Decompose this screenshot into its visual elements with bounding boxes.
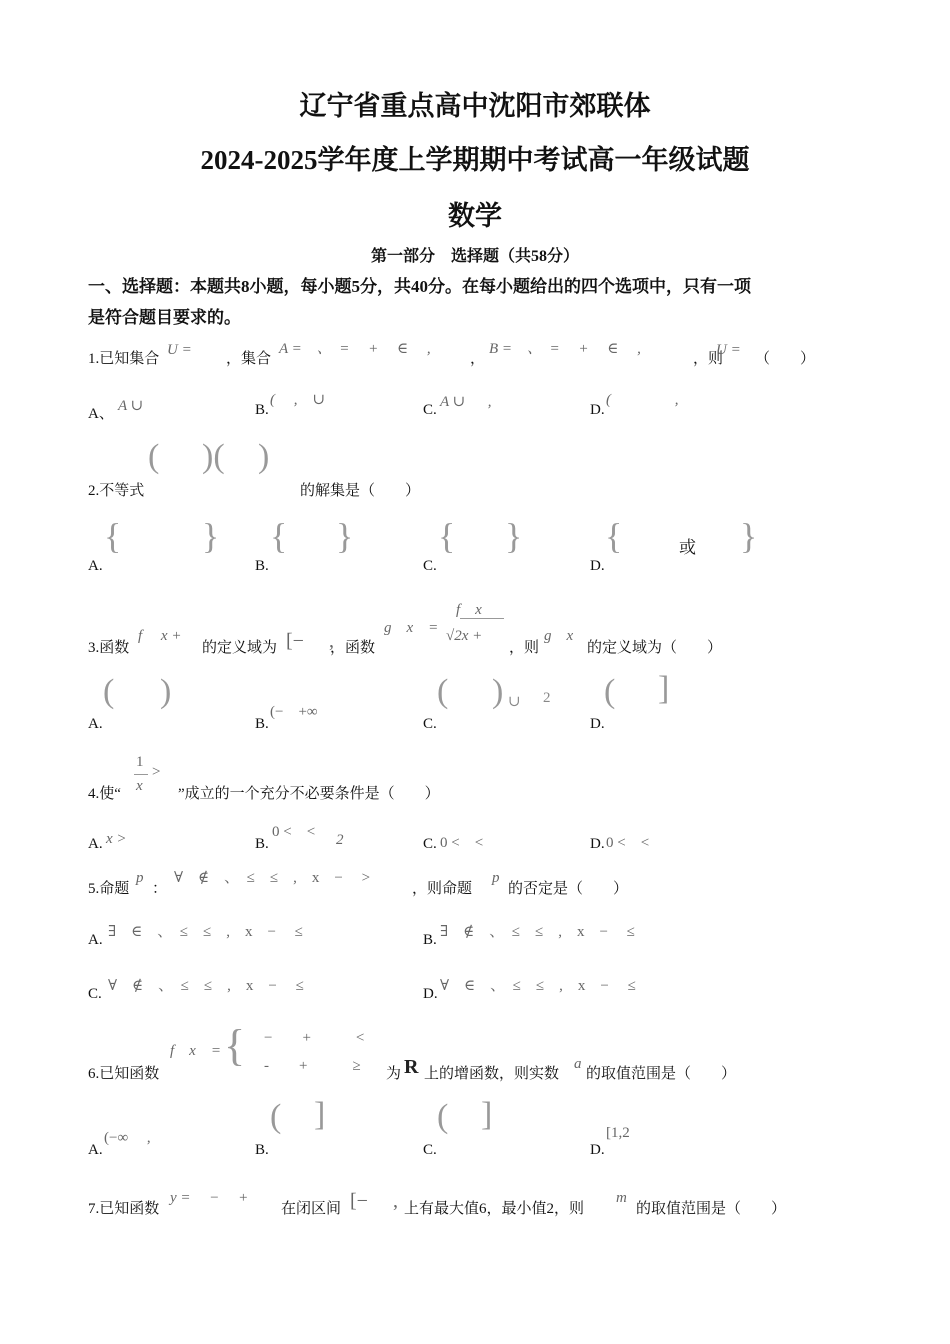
q2-option-a[interactable]: A. <box>88 558 103 574</box>
q5-option-c[interactable]: C. <box>88 986 102 1002</box>
q4-prefix: 4.使“ <box>88 786 121 802</box>
q1-option-d[interactable]: D. <box>590 402 605 418</box>
q3-mid2: ，函数 <box>330 640 376 656</box>
q5-option-b[interactable]: B. <box>423 932 437 948</box>
q1-end: ，则 <box>693 351 724 367</box>
q3-option-a[interactable]: A. <box>88 716 103 732</box>
exam-title-line1: 辽宁省重点高中沈阳市郊联体 <box>299 91 651 121</box>
q4-option-c[interactable]: C. <box>423 836 437 852</box>
q7-end: 上有最大值6，最小值2，则 <box>404 1201 585 1217</box>
q2-prefix: 2.不等式 <box>88 483 145 499</box>
q6-end2: 的取值范围是（ ） <box>586 1066 737 1082</box>
q2-option-d[interactable]: D. <box>590 558 605 574</box>
q1-comma: ， <box>470 351 486 367</box>
q4-option-d[interactable]: D. <box>590 836 605 852</box>
section-instruction-line2: 是符合题目要求的。 <box>88 308 241 327</box>
q7-prefix: 7.已知函数 <box>88 1201 160 1217</box>
exam-title-line2: 2024-2025学年度上学期期中考试高一年级试题 <box>200 145 750 175</box>
q2-option-c[interactable]: C. <box>423 558 437 574</box>
q6-R: R <box>404 1056 419 1078</box>
q2-d-or: 或 <box>679 538 696 557</box>
q3-prefix: 3.函数 <box>88 640 130 656</box>
q3-c-two: 2 <box>543 690 551 706</box>
q5-option-d[interactable]: D. <box>423 986 438 1002</box>
q5-option-a[interactable]: A. <box>88 932 103 948</box>
q2-option-b[interactable]: B. <box>255 558 269 574</box>
q4-option-b[interactable]: B. <box>255 836 269 852</box>
q1-prefix: 1.已知集合 <box>88 351 160 367</box>
q2-end: 的解集是（ ） <box>300 483 421 499</box>
q4-b-two: 2 <box>336 832 344 848</box>
q6-end: 上的增函数，则实数 <box>424 1066 560 1082</box>
q1-mid: ，集合 <box>226 351 272 367</box>
q1-option-c[interactable]: C. <box>423 402 437 418</box>
q4-end: ”成立的一个充分不必要条件是（ ） <box>178 786 440 802</box>
q7-end2: 的取值范围是（ ） <box>636 1201 787 1217</box>
q6-d-interval: [1,2 <box>606 1125 630 1141</box>
part-heading: 第一部分 选择题（共58分） <box>370 248 579 265</box>
q6-option-c[interactable]: C. <box>423 1142 437 1158</box>
q6-mid: 为 <box>386 1066 402 1082</box>
q7-mid: 在闭区间 <box>281 1201 342 1217</box>
q5-colon: ： <box>152 881 168 897</box>
q5-end: 的否定是（ ） <box>508 881 629 897</box>
q1-option-b[interactable]: B. <box>255 402 269 418</box>
q4-option-a[interactable]: A. <box>88 836 103 852</box>
q3-option-c[interactable]: C. <box>423 716 437 732</box>
q3-end: 的定义域为（ ） <box>587 640 723 656</box>
q6-prefix: 6.已知函数 <box>88 1066 160 1082</box>
q3-mid3: ，则 <box>509 640 540 656</box>
section-instruction-line1: 一、选择题：本题共8小题，每小题5分，共40分。在每小题给出的四个选项中，只有一项 <box>88 277 751 296</box>
q3-option-b[interactable]: B. <box>255 716 269 732</box>
q1-option-a[interactable]: A、 <box>88 406 114 422</box>
q6-option-b[interactable]: B. <box>255 1142 269 1158</box>
q1-paren: （ ） <box>755 351 816 367</box>
q3-option-d[interactable]: D. <box>590 716 605 732</box>
subject-title: 数学 <box>448 201 502 231</box>
q6-option-d[interactable]: D. <box>590 1142 605 1158</box>
q6-option-a[interactable]: A. <box>88 1142 103 1158</box>
q5-mid: ，则命题 <box>412 881 473 897</box>
q5-prefix: 5.命题 <box>88 881 130 897</box>
q3-mid1: 的定义域为 <box>202 640 278 656</box>
